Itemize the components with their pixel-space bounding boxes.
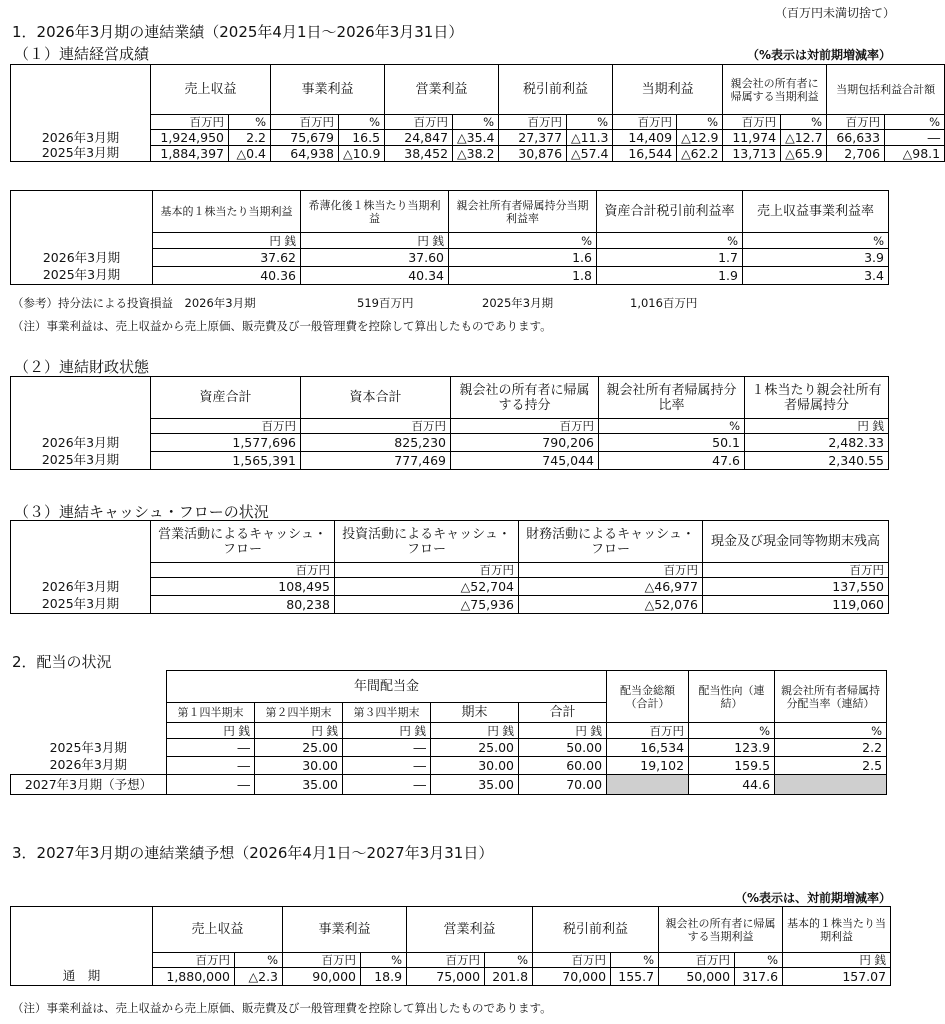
value-cell: 201.8: [485, 968, 533, 986]
value-cell: 35.00: [255, 775, 343, 795]
value-cell: 1.9: [597, 267, 743, 285]
value-cell: 80,238: [151, 596, 335, 614]
unit-cell: %: [781, 115, 827, 130]
value-cell: 13,713: [723, 146, 781, 162]
row-label: 2026年3月期: [11, 434, 151, 452]
value-cell: 3.9: [743, 249, 889, 267]
col-header: 売上収益事業利益率: [743, 191, 889, 233]
value-cell: 50.00: [519, 739, 607, 757]
col-header: 事業利益: [271, 65, 385, 115]
operating-results-table: [10, 64, 945, 162]
table-row: [11, 434, 889, 452]
value-cell: ―: [343, 775, 431, 795]
table-row: [11, 249, 889, 267]
col-header: 資産合計: [151, 377, 301, 419]
value-cell: △52,076: [519, 596, 703, 614]
unit-cell: %: [597, 233, 743, 249]
reference-label-2025: 2025年3月期: [482, 296, 554, 310]
cash-flow-table: [10, 520, 889, 614]
sub1-note: （%表示は対前期増減率）: [746, 48, 891, 62]
value-cell: 825,230: [301, 434, 451, 452]
value-cell: 90,000: [283, 968, 361, 986]
value-cell: 123.9: [689, 739, 775, 757]
row-label: 2025年3月期: [11, 452, 151, 470]
unit-cell: %: [611, 953, 659, 968]
value-cell: 25.00: [255, 739, 343, 757]
shaded-cell: [607, 775, 689, 795]
value-cell: 1,880,000: [153, 968, 235, 986]
value-cell: 30.00: [431, 757, 519, 775]
col-header: 当期利益: [613, 65, 723, 115]
col-header: 営業利益: [407, 907, 533, 953]
value-cell: ―: [167, 775, 255, 795]
unit-cell: 百万円: [499, 115, 567, 130]
sub3-title: （３）連結キャッシュ・フローの状況: [14, 503, 269, 521]
unit-cell: 円 銭: [167, 723, 255, 739]
col-header: 資本合計: [301, 377, 451, 419]
unit-cell: 百万円: [519, 563, 703, 578]
value-cell: ―: [343, 739, 431, 757]
section3-title: 3．2027年3月期の連結業績予想（2026年4月1日～2027年3月31日）: [12, 844, 494, 862]
value-cell: 2,482.33: [745, 434, 889, 452]
value-cell: 11,974: [723, 130, 781, 146]
value-cell: 2.2: [775, 739, 887, 757]
col-header: 親会社の所有者に帰属する当期利益: [659, 907, 783, 953]
col-header: 財務活動によるキャッシュ・フロー: [519, 521, 703, 563]
sub2-title: （２）連結財政状態: [14, 358, 150, 376]
col-header: 第２四半期末: [255, 703, 343, 723]
value-cell: ―: [167, 739, 255, 757]
value-cell: 64,938: [271, 146, 339, 162]
value-cell: 30,876: [499, 146, 567, 162]
row-label: 2027年3月期（予想）: [11, 775, 167, 795]
value-cell: △52,704: [335, 578, 519, 596]
value-cell: 50.1: [599, 434, 745, 452]
value-cell: 2.5: [775, 757, 887, 775]
col-header: 営業利益: [385, 65, 499, 115]
value-cell: 1.6: [449, 249, 597, 267]
col-header: 投資活動によるキャッシュ・フロー: [335, 521, 519, 563]
table-row: [11, 775, 887, 795]
value-cell: 1,884,397: [151, 146, 229, 162]
col-header: 配当金総額（合計）: [607, 671, 689, 723]
unit-cell: 百万円: [335, 563, 519, 578]
col-header: 現金及び現金同等物期末残高: [703, 521, 889, 563]
value-cell: 157.07: [783, 968, 891, 986]
value-cell: 16,544: [613, 146, 677, 162]
unit-cell: %: [485, 953, 533, 968]
value-cell: 35.00: [431, 775, 519, 795]
reference-note: [12, 295, 698, 311]
value-cell: △98.1: [885, 146, 945, 162]
unit-cell: %: [743, 233, 889, 249]
unit-cell: 百万円: [151, 419, 301, 434]
unit-cell: 百万円: [283, 953, 361, 968]
unit-cell: %: [235, 953, 283, 968]
col-header: 売上収益: [151, 65, 271, 115]
col-header: 当期包括利益合計額: [827, 65, 945, 115]
table-row: [11, 146, 945, 162]
row-label: 2026年3月期: [11, 130, 151, 146]
col-header: 基本的１株当たり当期利益: [153, 191, 301, 233]
unit-cell: 百万円: [151, 115, 229, 130]
value-cell: 70.00: [519, 775, 607, 795]
unit-cell: 百万円: [407, 953, 485, 968]
value-cell: 27,377: [499, 130, 567, 146]
col-header: 事業利益: [283, 907, 407, 953]
unit-cell: %: [361, 953, 407, 968]
col-header: 資産合計税引前利益率: [597, 191, 743, 233]
unit-cell: %: [567, 115, 613, 130]
table-row: [11, 596, 889, 614]
unit-cell: %: [735, 953, 783, 968]
shaded-cell: [775, 775, 887, 795]
col-header: 合計: [519, 703, 607, 723]
value-cell: 70,000: [533, 968, 611, 986]
unit-cell: 百万円: [827, 115, 885, 130]
unit-cell: 円 銭: [255, 723, 343, 739]
unit-cell: %: [229, 115, 271, 130]
value-cell: △35.4: [453, 130, 499, 146]
value-cell: 44.6: [689, 775, 775, 795]
value-cell: 790,206: [451, 434, 599, 452]
forecast-note: （%表示は、対前期増減率）: [734, 891, 891, 905]
unit-cell: 百万円: [659, 953, 735, 968]
unit-cell: 円 銭: [431, 723, 519, 739]
value-cell: △46,977: [519, 578, 703, 596]
value-cell: 777,469: [301, 452, 451, 470]
unit-cell: 円 銭: [783, 953, 891, 968]
row-label: 通 期: [11, 968, 153, 986]
value-cell: 75,000: [407, 968, 485, 986]
value-cell: 60.00: [519, 757, 607, 775]
col-header: 親会社の所有者に帰属する当期利益: [723, 65, 827, 115]
value-cell: 2,340.55: [745, 452, 889, 470]
value-cell: 1,577,696: [151, 434, 301, 452]
unit-cell: 百万円: [613, 115, 677, 130]
corner-cell: [11, 65, 151, 115]
table-row: [11, 578, 889, 596]
value-cell: 18.9: [361, 968, 407, 986]
unit-cell: 百万円: [703, 563, 889, 578]
table-row: [11, 968, 891, 986]
value-cell: 50,000: [659, 968, 735, 986]
row-label: 2025年3月期: [11, 267, 153, 285]
col-header: 親会社の所有者に帰属する持分: [451, 377, 599, 419]
value-cell: 137,550: [703, 578, 889, 596]
unit-cell: 百万円: [271, 115, 339, 130]
forecast-footnote: （注）事業利益は、売上収益から売上原価、販売費及び一般管理費を控除して算出したものであります。: [12, 1001, 552, 1015]
value-cell: △75,936: [335, 596, 519, 614]
value-cell: △12.7: [781, 130, 827, 146]
dividend-table: [10, 670, 887, 795]
col-header: 配当性向（連結）: [689, 671, 775, 723]
unit-cell: %: [453, 115, 499, 130]
col-header: 親会社所有者帰属持分比率: [599, 377, 745, 419]
annual-dividend-header: 年間配当金: [167, 671, 607, 703]
value-cell: △0.4: [229, 146, 271, 162]
value-cell: △65.9: [781, 146, 827, 162]
value-cell: 14,409: [613, 130, 677, 146]
col-header: 希薄化後１株当たり当期利益: [301, 191, 449, 233]
col-header: 基本的１株当たり当期利益: [783, 907, 891, 953]
unit-cell: 百万円: [451, 419, 599, 434]
value-cell: △11.3: [567, 130, 613, 146]
value-cell: 37.60: [301, 249, 449, 267]
unit-cell: %: [339, 115, 385, 130]
unit-cell: %: [885, 115, 945, 130]
value-cell: 16,534: [607, 739, 689, 757]
reference-prefix: （参考）持分法による投資損益 2026年3月期: [12, 296, 256, 310]
unit-cell: %: [677, 115, 723, 130]
unit-cell: %: [689, 723, 775, 739]
table-row: [11, 267, 889, 285]
value-cell: ―: [885, 130, 945, 146]
table-row: [11, 452, 889, 470]
value-cell: 40.36: [153, 267, 301, 285]
value-cell: ―: [343, 757, 431, 775]
value-cell: △38.2: [453, 146, 499, 162]
unit-cell: 円 銭: [153, 233, 301, 249]
value-cell: △2.3: [235, 968, 283, 986]
financial-position-table: [10, 376, 889, 470]
unit-cell: 百万円: [301, 419, 451, 434]
col-header: 売上収益: [153, 907, 283, 953]
value-cell: ―: [167, 757, 255, 775]
row-label: 2026年3月期: [11, 578, 151, 596]
value-cell: 155.7: [611, 968, 659, 986]
col-header: 営業活動によるキャッシュ・フロー: [151, 521, 335, 563]
unit-cell: 円 銭: [519, 723, 607, 739]
unit-note: （百万円未満切捨て）: [774, 6, 895, 20]
unit-cell: 百万円: [533, 953, 611, 968]
table-row: [11, 130, 945, 146]
value-cell: 75,679: [271, 130, 339, 146]
unit-cell: 百万円: [723, 115, 781, 130]
row-label: 2025年3月期: [49, 739, 127, 755]
value-cell: △57.4: [567, 146, 613, 162]
col-header: 親会社所有者帰属持分当期利益率: [449, 191, 597, 233]
value-cell: 1,924,950: [151, 130, 229, 146]
value-cell: 1.7: [597, 249, 743, 267]
value-cell: 38,452: [385, 146, 453, 162]
value-cell: 1.8: [449, 267, 597, 285]
value-cell: 159.5: [689, 757, 775, 775]
col-header: 第１四半期末: [167, 703, 255, 723]
value-cell: 25.00: [431, 739, 519, 757]
row-label: 2026年3月期: [11, 249, 153, 267]
reference-value-2025: 1,016百万円: [630, 296, 698, 310]
value-cell: 108,495: [151, 578, 335, 596]
table-row: [11, 757, 887, 775]
value-cell: 1,565,391: [151, 452, 301, 470]
section2-title: 2．配当の状況: [12, 653, 112, 671]
row-label: 2026年3月期: [49, 757, 127, 773]
col-header: １株当たり親会社所有者帰属持分: [745, 377, 889, 419]
business-profit-note: （注）事業利益は、売上収益から売上原価、販売費及び一般管理費を控除して算出したものであります。: [12, 319, 552, 333]
unit-cell: 百万円: [153, 953, 235, 968]
per-share-table: [10, 190, 889, 285]
value-cell: △10.9: [339, 146, 385, 162]
col-header: 税引前利益: [533, 907, 659, 953]
unit-cell: %: [599, 419, 745, 434]
row-label: 2025年3月期: [11, 596, 151, 614]
value-cell: 37.62: [153, 249, 301, 267]
col-header: 期末: [431, 703, 519, 723]
value-cell: 2,706: [827, 146, 885, 162]
unit-cell: %: [449, 233, 597, 249]
value-cell: △12.9: [677, 130, 723, 146]
section1-title: 1．2026年3月期の連結業績（2025年4月1日～2026年3月31日）: [12, 23, 464, 41]
col-header: 親会社所有者帰属持分配当率（連結）: [775, 671, 887, 723]
value-cell: 66,633: [827, 130, 885, 146]
col-header: 税引前利益: [499, 65, 613, 115]
col-header: 第３四半期末: [343, 703, 431, 723]
forecast-table: [10, 906, 891, 986]
table-row: [11, 739, 887, 757]
unit-cell: 百万円: [385, 115, 453, 130]
value-cell: 47.6: [599, 452, 745, 470]
value-cell: 317.6: [735, 968, 783, 986]
value-cell: 2.2: [229, 130, 271, 146]
value-cell: 24,847: [385, 130, 453, 146]
value-cell: 745,044: [451, 452, 599, 470]
unit-cell: 円 銭: [301, 233, 449, 249]
value-cell: 40.34: [301, 267, 449, 285]
value-cell: 119,060: [703, 596, 889, 614]
value-cell: 30.00: [255, 757, 343, 775]
value-cell: 3.4: [743, 267, 889, 285]
sub1-title: （１）連結経営成績: [14, 45, 150, 63]
unit-cell: 百万円: [151, 563, 335, 578]
row-label: 2025年3月期: [11, 146, 151, 162]
unit-cell: %: [775, 723, 887, 739]
reference-value-2026: 519百万円: [357, 296, 414, 310]
unit-cell: 百万円: [607, 723, 689, 739]
unit-cell: 円 銭: [745, 419, 889, 434]
value-cell: 16.5: [339, 130, 385, 146]
unit-cell: 円 銭: [343, 723, 431, 739]
value-cell: △62.2: [677, 146, 723, 162]
value-cell: 19,102: [607, 757, 689, 775]
